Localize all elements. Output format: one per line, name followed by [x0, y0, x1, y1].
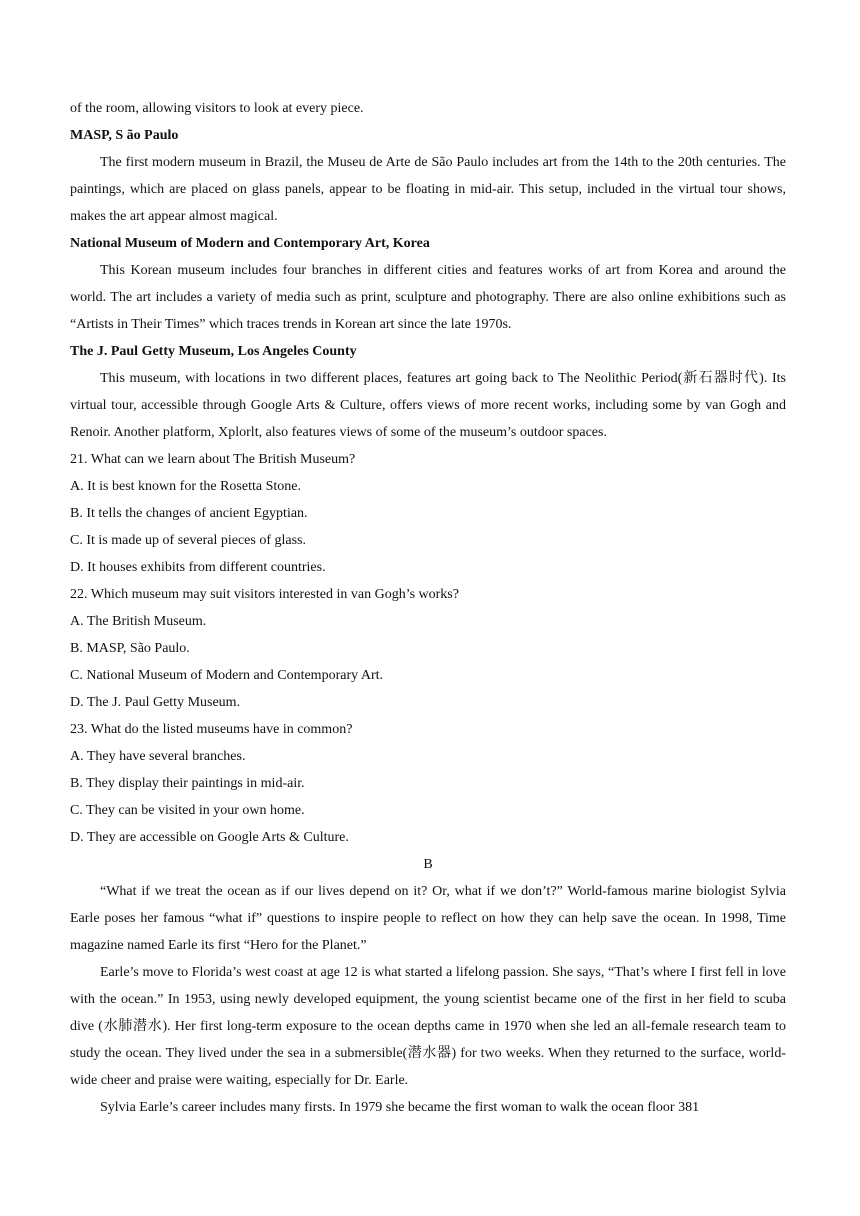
- option-c: C. It is made up of several pieces of glass.: [70, 533, 306, 548]
- option-b: B. It tells the changes of ancient Egyptian.: [70, 506, 308, 521]
- option-a: A. The British Museum.: [70, 614, 207, 629]
- option-c: C. They can be visited in your own home.: [70, 803, 305, 818]
- question-21: [70, 446, 786, 581]
- option-a: A. They have several branches.: [70, 749, 246, 764]
- museum-text-masp: The first modern museum in Brazil, the Museu de Arte de São Paulo includes art from the 14th to the 20th centuries. The paintings, which are placed on glass panels, appear to be floating in mid-air. This setup, included in the virtual tour shows, makes the art appear almost magical.: [70, 155, 786, 224]
- section-b-paragraph: Earle’s move to Florida’s west coast at age 12 is what started a lifelong passion. She says, “That’s where I first fell in love with the ocean.” In 1953, using newly developed equipment, the young scientist became one of the first in her field to scuba dive (水肺潜水). Her first long-term exposure to the ocean depths came in 1970 when she led an all-female research team to study the ocean. They lived under the sea in a submersible(潜水器) for two weeks. When they returned to the surface, world-wide cheer and praise were waiting, especially for Dr. Earle.: [70, 965, 786, 1088]
- museum-heading-getty: The J. Paul Getty Museum, Los Angeles County: [70, 344, 357, 359]
- document-page: [70, 95, 786, 1121]
- section-b-paragraph: “What if we treat the ocean as if our lives depend on it? Or, what if we don’t?” World-famous marine biologist Sylvia Earle poses her famous “what if” questions to inspire people to reflect on how they can help save the ocean. In 1998, Time magazine named Earle its first “Hero for the Planet.”: [70, 884, 786, 953]
- museum-text-getty: This museum, with locations in two different places, features art going back to The Neolithic Period(新石器时代). Its virtual tour, accessible through Google Arts & Culture, offers views of more recent works, including some by van Gogh and Renoir. Another platform, Xplorlt, also features views of some of the museum’s outdoor spaces.: [70, 371, 786, 440]
- option-c: C. National Museum of Modern and Contemporary Art.: [70, 668, 384, 683]
- question-stem: 21. What can we learn about The British Museum?: [70, 452, 356, 467]
- option-d: D. It houses exhibits from different countries.: [70, 560, 326, 575]
- option-d: D. The J. Paul Getty Museum.: [70, 695, 241, 710]
- question-stem: 22. Which museum may suit visitors interested in van Gogh’s works?: [70, 587, 459, 602]
- option-b: B. MASP, São Paulo.: [70, 641, 190, 656]
- option-d: D. They are accessible on Google Arts & Culture.: [70, 830, 349, 845]
- option-b: B. They display their paintings in mid-air.: [70, 776, 305, 791]
- question-stem: 23. What do the listed museums have in common?: [70, 722, 353, 737]
- section-b-label: B: [423, 857, 433, 872]
- question-23: [70, 716, 786, 851]
- intro-tail-text: of the room, allowing visitors to look at every piece.: [70, 101, 364, 116]
- option-a: A. It is best known for the Rosetta Stone.: [70, 479, 301, 494]
- museum-heading-korea: National Museum of Modern and Contemporary Art, Korea: [70, 236, 430, 251]
- museum-text-korea: This Korean museum includes four branches in different cities and features works of art from Korea and around the world. The art includes a variety of media such as print, sculpture and photography. There are also online exhibitions such as “Artists in Their Times” which traces trends in Korean art since the late 1970s.: [70, 263, 786, 332]
- museum-heading-masp: MASP, S ão Paulo: [70, 128, 179, 143]
- section-b-paragraph: Sylvia Earle’s career includes many firsts. In 1979 she became the first woman to walk the ocean floor 381: [100, 1100, 700, 1115]
- question-22: [70, 581, 786, 716]
